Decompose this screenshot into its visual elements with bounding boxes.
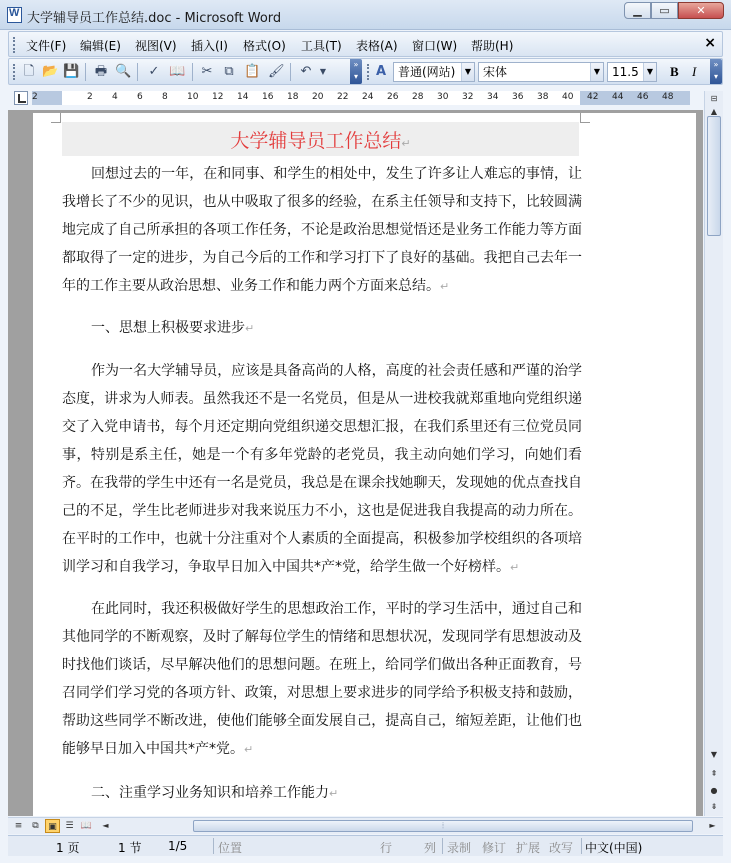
ruler-number: 42 — [587, 92, 599, 102]
menubar-grip-icon[interactable] — [13, 37, 16, 53]
status-page-of[interactable]: 1/5 — [168, 839, 188, 853]
font-size-value: 11.5 — [612, 65, 639, 79]
ruler-number: 8 — [162, 92, 168, 102]
ruler-number: 46 — [637, 92, 649, 102]
status-column[interactable]: 列 — [424, 841, 437, 855]
margin-corner-mark — [51, 113, 61, 123]
ruler-number: 34 — [487, 92, 499, 102]
ruler-number: 40 — [562, 92, 574, 102]
ruler-number: 44 — [612, 92, 624, 102]
ruler-number: 32 — [462, 92, 474, 102]
normal-view-icon[interactable]: ≡ — [14, 821, 23, 831]
paragraph-mark: ↵ — [401, 137, 411, 150]
toolbar-separator — [290, 63, 291, 81]
status-bar — [8, 835, 723, 856]
tab-stop-selector[interactable] — [14, 91, 28, 105]
chevron-down-icon[interactable]: ▼ — [643, 63, 656, 81]
paragraph-students[interactable] — [62, 595, 582, 764]
ruler-number: 22 — [337, 92, 349, 102]
next-page-icon[interactable]: ⇟ — [710, 802, 718, 811]
undo-dropdown-icon[interactable]: ▼ — [319, 67, 327, 76]
ruler-number: 36 — [512, 92, 524, 102]
status-record[interactable]: 录制 — [447, 841, 472, 855]
horizontal-scroll-thumb[interactable]: ⦙ — [193, 820, 693, 832]
copy-icon[interactable]: ⧉ — [224, 64, 234, 79]
status-track-changes[interactable]: 修订 — [482, 841, 507, 855]
ruler-number: 4 — [112, 92, 118, 102]
ruler-number: 38 — [537, 92, 549, 102]
reading-layout-icon[interactable]: 📖 — [80, 821, 93, 831]
menu-help[interactable]: 帮助(H) — [471, 39, 514, 53]
status-position[interactable]: 位置 — [218, 841, 243, 855]
title-bar — [0, 0, 731, 30]
status-overtype[interactable]: 改写 — [549, 841, 574, 855]
document-page[interactable] — [33, 113, 696, 816]
ruler-area — [0, 88, 731, 108]
print-layout-icon[interactable]: ▣ — [45, 819, 60, 833]
previous-page-icon[interactable]: ⇞ — [710, 769, 718, 778]
ruler-number: 28 — [412, 92, 424, 102]
paragraph-intro[interactable] — [62, 160, 582, 301]
ruler-number: 26 — [387, 92, 399, 102]
cut-icon[interactable]: ✂ — [201, 64, 213, 79]
select-browse-object-icon[interactable]: ● — [710, 786, 718, 795]
status-page[interactable]: 1 页 — [56, 841, 80, 855]
styles-and-formatting-icon[interactable]: A — [375, 64, 387, 79]
paragraph-text: 回想过去的一年，在和同事、和学生的相处中，发生了许多让人难忘的事情，让我增长了不少的见识，也从中吸取了很多的经验，在系主任领导和支持下，比较圆满地完成了自己所承担的各项工作任务，不论是政治思想觉悟还是业务工作能力等方面都取得了一定的进步，为自己今后的工作和学习打下了良好的基础。我把自己去年一年的工作主要从政治思想、业务工作和能力两个方面来总结。 — [62, 166, 582, 294]
paragraph-mark: ↵ — [440, 280, 450, 293]
scroll-up-icon[interactable]: ▲ — [710, 107, 718, 116]
paragraph-text: 在此同时，我还积极做好学生的思想政治工作，平时的学习生活中，通过自己和其他同学的不断观察，及时了解每位学生的情绪和思想状况，发现同学有思想波动及时找他们谈话，尽早解决他们的思想问题。在班上，给同学们做出各种正面教育，号召同学们学习党的各项方针、政策，对思想上要求进步的同学给予积极支持和鼓励，帮助这些同学不断改进，使他们能够全面发展自己，提高自己，缩短差距，让他们也能够早日加入中国共*产*党。 — [62, 601, 582, 757]
menu-insert[interactable]: 插入(I) — [191, 39, 228, 53]
menu-table[interactable]: 表格(A) — [356, 39, 398, 53]
close-document-button[interactable]: × — [704, 35, 716, 51]
print-preview-icon[interactable]: 🔍 — [115, 64, 132, 79]
italic-button[interactable]: I — [692, 64, 697, 79]
menu-tools[interactable]: 工具(T) — [301, 39, 342, 53]
section-heading-1[interactable] — [62, 314, 254, 343]
heading-text: 一、思想上积极要求进步 — [91, 320, 245, 336]
title-band — [62, 122, 579, 156]
toolbar-separator — [137, 63, 138, 81]
menu-window[interactable]: 窗口(W) — [412, 39, 458, 53]
toolbar-separator — [192, 63, 193, 81]
font-size-select[interactable] — [607, 62, 657, 82]
ruler-number: 16 — [262, 92, 274, 102]
paste-icon[interactable]: 📋 — [244, 64, 261, 79]
status-separator — [442, 838, 443, 854]
spelling-check-icon[interactable]: ✓ — [148, 64, 160, 79]
document-area[interactable] — [8, 110, 703, 816]
print-icon[interactable]: 🖶 — [94, 64, 108, 79]
section-heading-2[interactable] — [62, 779, 338, 808]
status-section[interactable]: 1 节 — [118, 841, 142, 855]
ruler-number: 12 — [212, 92, 224, 102]
document-title[interactable] — [62, 126, 579, 153]
style-value: 普通(网站) — [398, 65, 456, 79]
menu-bar — [8, 31, 723, 57]
minimize-button[interactable] — [624, 2, 651, 19]
ruler-number: 20 — [312, 92, 324, 102]
maximize-icon: ▭ — [659, 4, 670, 17]
bold-button[interactable]: B — [670, 64, 679, 79]
style-select[interactable] — [393, 62, 475, 82]
toolbar-grip-icon[interactable] — [367, 64, 370, 80]
web-layout-icon[interactable]: ⧉ — [32, 821, 39, 831]
ruler-number: 30 — [437, 92, 449, 102]
paragraph-mark: ↵ — [510, 561, 520, 574]
status-language[interactable]: 中文(中国) — [585, 841, 643, 855]
vertical-scroll-thumb[interactable] — [707, 116, 721, 236]
window-controls — [624, 2, 724, 19]
undo-icon[interactable]: ↶ — [300, 64, 312, 79]
scroll-left-icon[interactable]: ◄ — [102, 821, 109, 830]
scroll-right-icon[interactable]: ► — [709, 821, 716, 830]
outline-view-icon[interactable]: ☰ — [65, 821, 74, 831]
save-icon[interactable]: 💾 — [63, 64, 80, 79]
open-folder-icon[interactable]: 📂 — [42, 64, 59, 79]
research-icon[interactable]: 📖 — [169, 64, 186, 79]
horizontal-ruler[interactable] — [32, 91, 690, 105]
ruler-number: 2 — [87, 92, 93, 102]
toolbar-options-button[interactable]: » ▾ — [710, 59, 722, 84]
toolbar-grip-icon[interactable] — [13, 64, 16, 80]
margin-corner-mark — [580, 113, 590, 123]
status-separator — [213, 838, 214, 854]
close-window-button[interactable] — [678, 2, 724, 19]
menu-edit[interactable]: 编辑(E) — [80, 39, 121, 53]
toolbar-separator — [85, 63, 86, 81]
paragraph-mark: ↵ — [244, 743, 254, 756]
vertical-scrollbar[interactable] — [704, 91, 723, 816]
word-document-icon[interactable] — [7, 7, 22, 23]
close-icon: ✕ — [696, 4, 706, 17]
menu-file[interactable]: 文件(F) — [26, 39, 67, 53]
heading-text: 二、注重学习业务知识和培养工作能力 — [91, 785, 329, 801]
ruler-number: 10 — [187, 92, 199, 102]
formatting-toolbar — [8, 58, 723, 85]
ruler-number: 2 — [32, 92, 38, 102]
ruler-number: 48 — [662, 92, 674, 102]
ruler-number: 18 — [287, 92, 299, 102]
menu-format[interactable]: 格式(O) — [243, 39, 286, 53]
maximize-button[interactable] — [651, 2, 678, 19]
ruler-number: 24 — [362, 92, 374, 102]
ruler-number: 14 — [237, 92, 249, 102]
paragraph-text: 作为一名大学辅导员，应该是具备高尚的人格，高度的社会责任感和严谨的治学态度，讲求为人师表。虽然我还不是一名党员，但是从一进校我就郑重地向党组织递交了入党申请书，每个月还定期向党组织递交思想汇报，在我们系里还有三位党员同事，特别是系主任，她是一个有多年党龄的老党员，我主动向她们学习，向她们看齐。在我带的学生中还有一名是党员，我总是在课余找她聊天，发现她的优点查找自己的不足，学生比老师进步对我来说压力不小，这也是促进我自我提高的动力所在。在平时的工作中，也就十分注重对个人素质的全面提高，积极参加学校组织的各项培训学习和自我学习，争取早日加入中国共*产*党，给学生做一个好榜样。 — [62, 363, 582, 575]
paragraph-mark: ↵ — [329, 787, 339, 800]
chevron-down-icon[interactable]: ▼ — [590, 63, 603, 81]
font-select[interactable] — [478, 62, 604, 82]
font-value: 宋体 — [483, 65, 508, 79]
status-line[interactable]: 行 — [380, 841, 393, 855]
horizontal-scrollbar[interactable] — [8, 817, 723, 834]
status-extend[interactable]: 扩展 — [516, 841, 541, 855]
paragraph-thought[interactable] — [62, 357, 582, 582]
toolbar-options-button[interactable]: » ▾ — [350, 59, 362, 84]
ruler-toggle-icon[interactable]: ⊟ — [710, 94, 718, 103]
scroll-down-icon[interactable]: ▼ — [710, 750, 718, 759]
menu-view[interactable]: 视图(V) — [135, 39, 177, 53]
minimize-icon: ▁ — [633, 4, 642, 17]
window-title: 大学辅导员工作总结.doc - Microsoft Word — [27, 11, 282, 26]
format-painter-icon[interactable]: 🖌 — [268, 64, 285, 79]
document-title-text: 大学辅导员工作总结 — [230, 130, 402, 152]
ruler-number: 6 — [137, 92, 143, 102]
chevron-down-icon[interactable]: ▼ — [461, 63, 474, 81]
paragraph-mark: ↵ — [245, 322, 255, 335]
new-document-icon[interactable]: 🗋 — [23, 64, 35, 79]
status-separator — [581, 838, 582, 854]
